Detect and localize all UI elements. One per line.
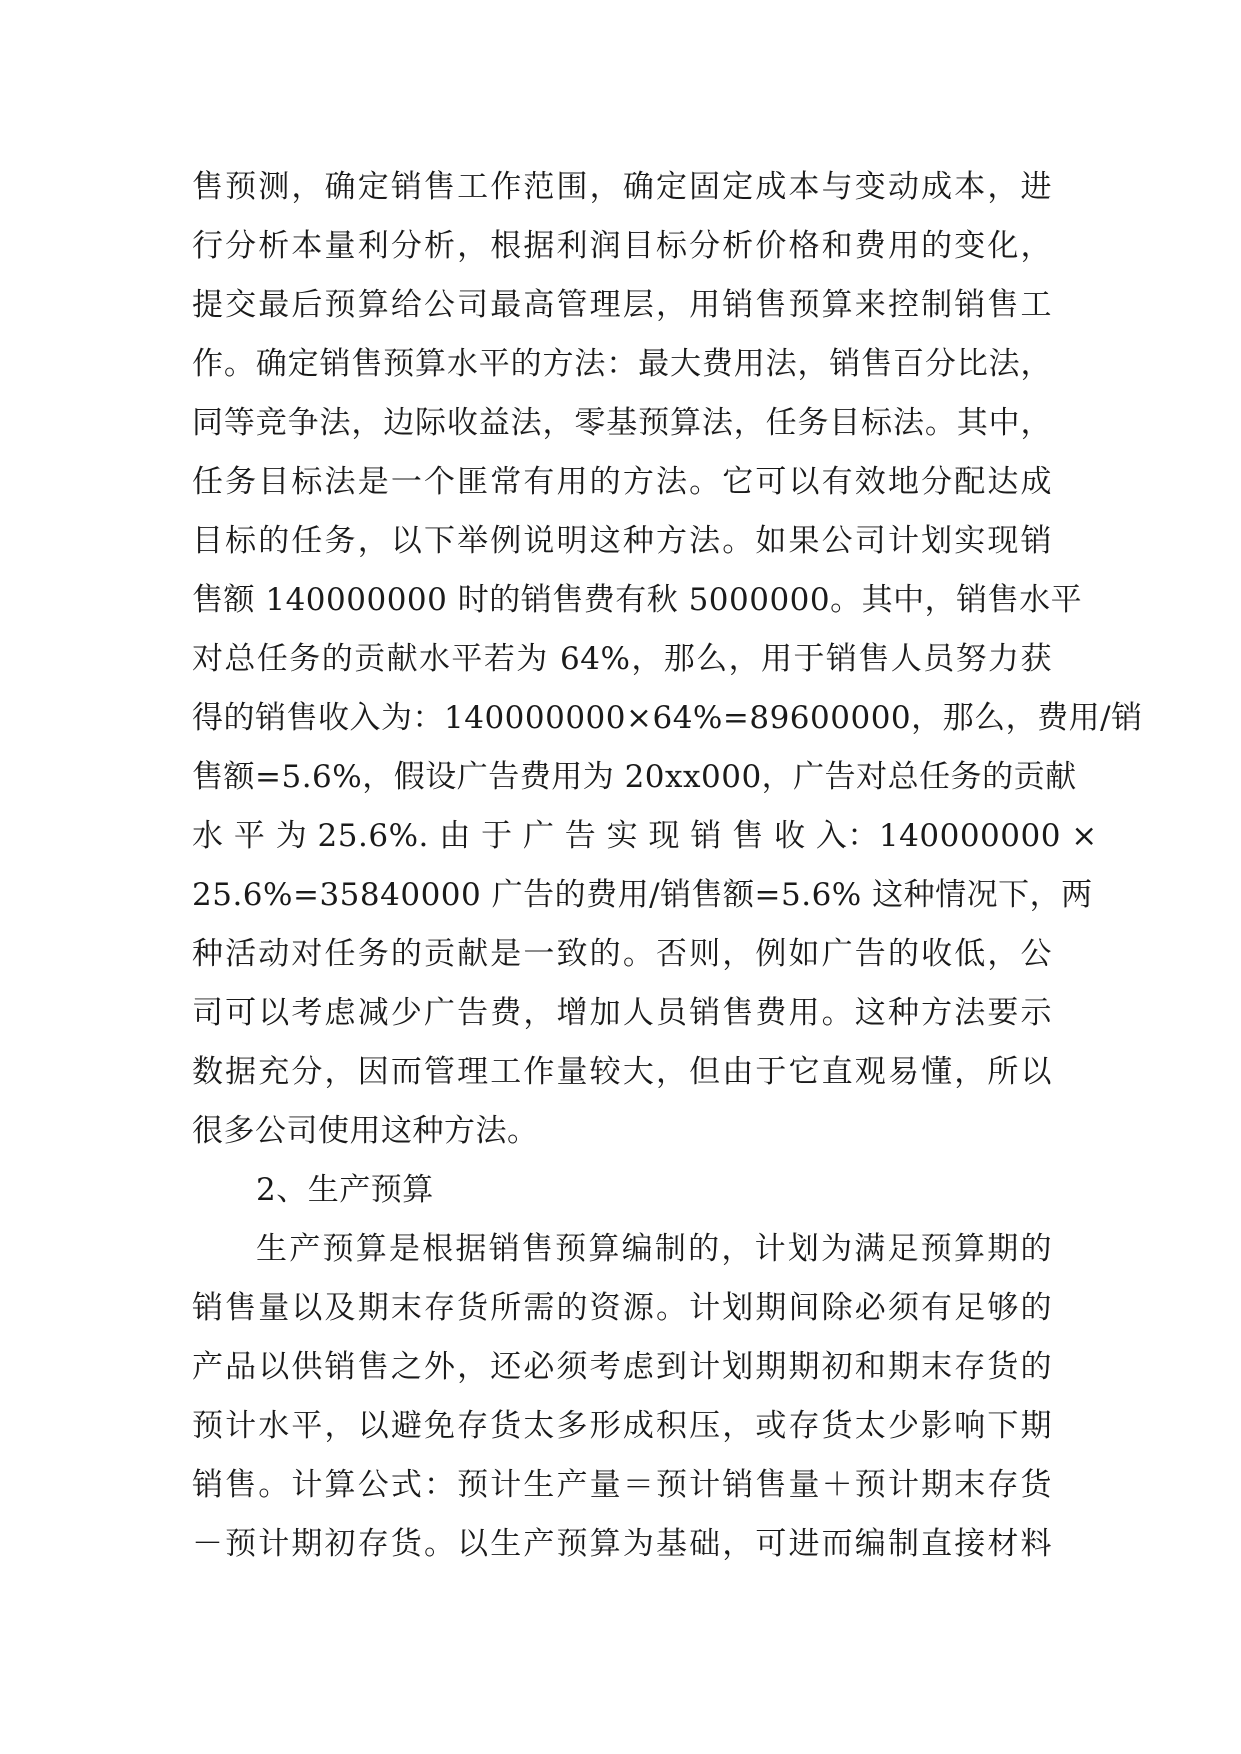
heading-production-budget: 2、生产预算 (256, 1172, 434, 1208)
text-line: 提交最后预算给公司最高管理层，用销售预算来控制销售工 (192, 287, 1052, 323)
text-line: 生产预算是根据销售预算编制的，计划为满足预算期的 (256, 1231, 1052, 1267)
text-line: 任务目标法是一个匪常有用的方法。它可以有效地分配达成 (192, 464, 1052, 500)
document-page (192, 158, 1143, 1574)
text-line: 数据充分，因而管理工作量较大，但由于它直观易懂，所以 (192, 1054, 1052, 1090)
text-line: 销售。计算公式：预计生产量＝预计销售量＋预计期末存货 (192, 1467, 1052, 1503)
text-line: 司可以考虑减少广告费，增加人员销售费用。这种方法要示 (192, 995, 1052, 1031)
text-line: －预计期初存货。以生产预算为基础，可进而编制直接材料 (192, 1526, 1052, 1562)
text-line: 得的销售收入为：140000000×64%=89600000，那么，费用/销 (192, 700, 1143, 736)
text-line: 对总任务的贡献水平若为 64%，那么，用于销售人员努力获 (192, 641, 1052, 677)
section-heading (192, 1161, 1052, 1220)
text-line: 售额 140000000 时的销售费有秋 5000000。其中，销售水平 (192, 582, 1083, 618)
text-line: 水 平 为 25.6%. 由 于 广 告 实 现 销 售 收 入：140000000 × (192, 818, 1098, 854)
text-line: 很多公司使用这种方法。 (192, 1113, 539, 1149)
text-line: 售预测，确定销售工作范围，确定固定成本与变动成本，进 (192, 169, 1052, 205)
paragraph-production-budget (192, 1220, 1052, 1574)
text-line: 销售量以及期末存货所需的资源。计划期间除必须有足够的 (192, 1290, 1052, 1326)
text-line: 预计水平，以避免存货太多形成积压，或存货太少影响下期 (192, 1408, 1052, 1444)
text-line: 产品以供销售之外，还必须考虑到计划期期初和期末存货的 (192, 1349, 1052, 1385)
paragraph-sales-budget (192, 158, 1143, 1161)
text-line: 作。确定销售预算水平的方法：最大费用法，销售百分比法， (192, 346, 1052, 382)
text-line: 行分析本量利分析，根据利润目标分析价格和费用的变化， (192, 228, 1052, 264)
text-line: 25.6%=35840000 广告的费用/销售额=5.6% 这种情况下，两 (192, 877, 1093, 913)
text-line: 种活动对任务的贡献是一致的。否则，例如广告的收低，公 (192, 936, 1052, 972)
text-line: 同等竞争法，边际收益法，零基预算法，任务目标法。其中， (192, 405, 1052, 441)
text-line: 目标的任务，以下举例说明这种方法。如果公司计划实现销 (192, 523, 1052, 559)
text-line: 售额=5.6%，假设广告费用为 20xx000，广告对总任务的贡献 (192, 759, 1077, 795)
